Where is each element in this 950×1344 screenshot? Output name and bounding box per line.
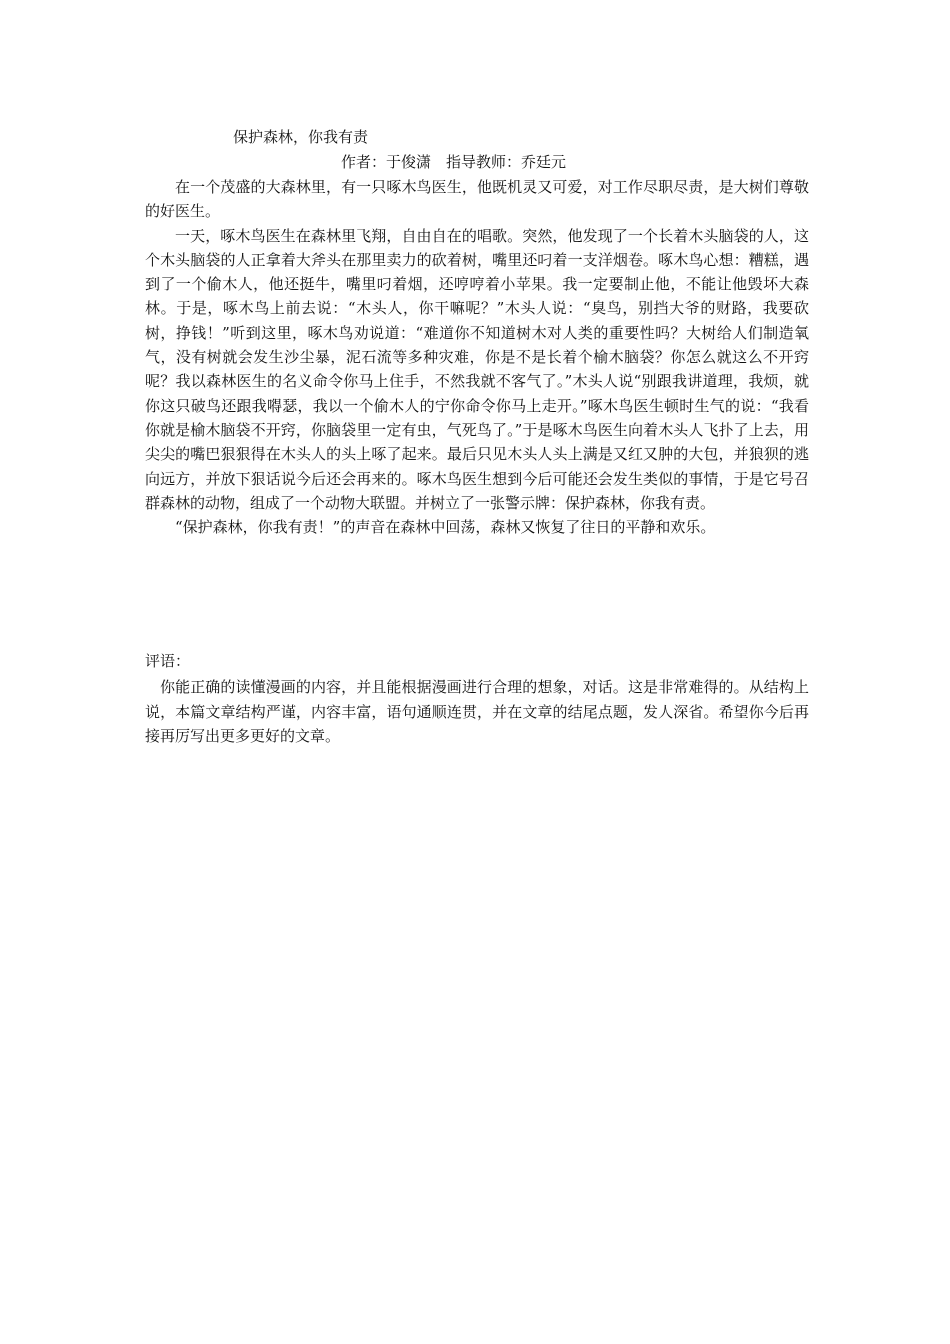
essay-paragraph-1: 在一个茂盛的大森林里，有一只啄木鸟医生，他既机灵又可爱，对工作尽职尽责，是大树们尊敬的好医生。 — [145, 178, 809, 221]
essay-paragraph-2: 一天，啄木鸟医生在森林里飞翔，自由自在的唱歌。突然，他发现了一个长着木头脑袋的人，这个木头脑袋的人正拿着大斧头在那里卖力的砍着树，嘴里还叼着一支洋烟卷。啄木鸟心想：糟糕，遇到了一个偷木人，他还挺牛，嘴里叼着烟，还哼哼着小苹果。我一定要制止他，不能让他毁坏大森林。于是，啄木鸟上前去说：“木头人，你干嘛呢？”木头人说：“臭鸟，别挡大爷的财路，我要砍树，挣钱！”听到这里，啄木鸟劝说道：“难道你不知道树木对人类的重要性吗？大树给人们制造氧气，没有树就会发生沙尘暴，泥石流等多种灾难，你是不是长着个榆木脑袋？你怎么就这么不开窍呢？我以森林医生的名义命令你马上住手，不然我就不客气了。”木头人说“别跟我讲道理，我烦，就你这只破鸟还跟我嘚瑟，我以一个偷木人的宁你命令你马上走开。”啄木鸟医生顿时生气的说：“我看你就是榆木脑袋不开窍，你脑袋里一定有虫，气死鸟了。”于是啄木鸟医生向着木头人飞扑了上去，用尖尖的嘴巴狠狠得在木头人的头上啄了起来。最后只见木头人头上满是又红又肿的大包，并狼狈的逃向远方，并放下狠话说今后还会再来的。啄木鸟医生想到今后可能还会发生类似的事情，于是它号召群森林的动物，组成了一个动物大联盟。并树立了一张警示牌：保护森林，你我有责。 — [145, 226, 809, 512]
essay-title: 保护森林，你我有责 — [233, 128, 369, 146]
essay-paragraph-3: “保护森林，你我有责！”的声音在森林中回荡，森林又恢复了往日的平静和欢乐。 — [175, 518, 716, 537]
comment-label: 评语： — [145, 652, 191, 670]
teacher-comment: 你能正确的读懂漫画的内容，并且能根据漫画进行合理的想象，对话。这是非常难得的。从结构上说，本篇文章结构严谨，内容丰富，语句通顺连贯，并在文章的结尾点题，发人深省。希望你今后再接再厉写出更多更好的文章。 — [145, 678, 809, 745]
essay-body — [145, 175, 809, 539]
author-byline: 作者：于俊潇 指导教师：乔廷元 — [341, 153, 567, 171]
